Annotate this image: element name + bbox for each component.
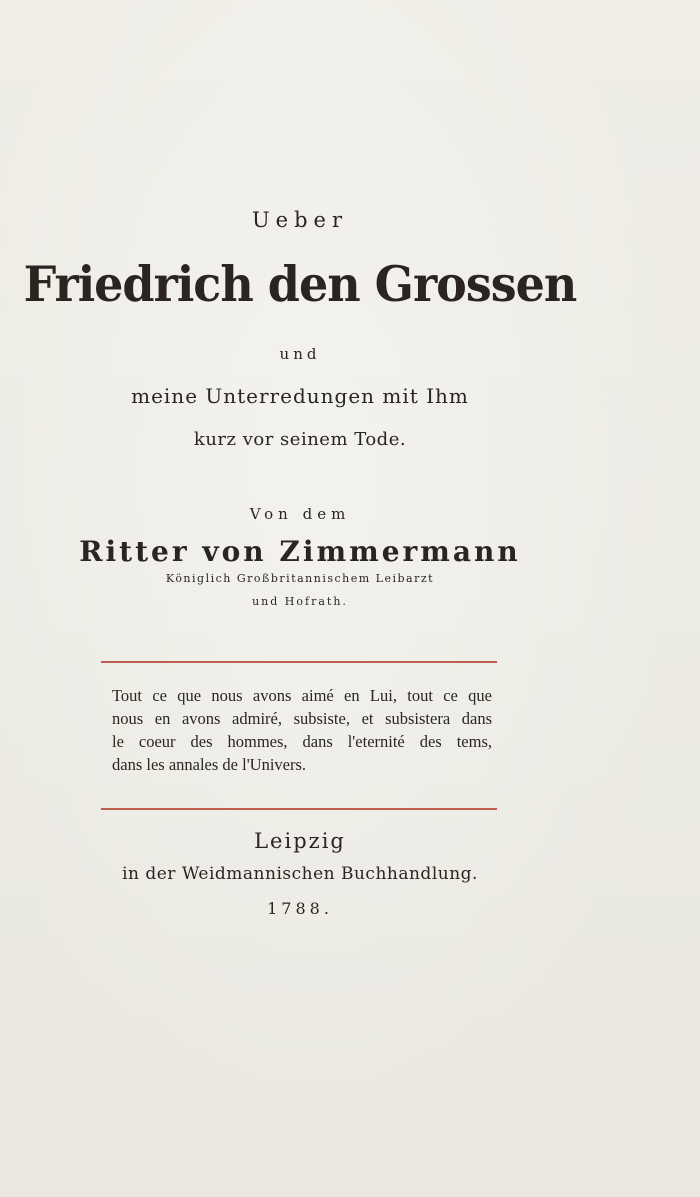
- subtitle-line-2: kurz vor seinem Tode.: [193, 429, 407, 450]
- title-ueber: Ueber: [251, 208, 349, 232]
- epigraph-line: dans les annales de l'Univers.: [112, 755, 307, 774]
- imprint-city: Leipzig: [254, 829, 346, 853]
- top-rule-divider: [101, 661, 497, 663]
- main-title: Friedrich den Grossen: [23, 255, 577, 313]
- imprint-publisher: in der Weidmannischen Buchhandlung.: [122, 864, 478, 884]
- title-und: und: [279, 345, 321, 363]
- bottom-rule-divider: [101, 808, 497, 810]
- epigraph-line: Tout ce que nous avons aimé en Lui, tout ce que: [112, 686, 492, 705]
- epigraph: [112, 684, 492, 776]
- author-name: Ritter von Zimmermann: [79, 535, 521, 568]
- epigraph-line: nous en avons admiré, subsiste, et subsistera dans: [112, 709, 492, 728]
- epigraph-line: le coeur des hommes, dans l'eternité des tems,: [112, 732, 492, 751]
- author-title-line-2: und Hofrath.: [252, 595, 348, 608]
- subtitle-line-1: meine Unterredungen mit Ihm: [131, 384, 469, 408]
- byline-von-dem: Von dem: [249, 505, 351, 523]
- imprint-year: 1788.: [267, 899, 333, 918]
- author-title-line-1: Königlich Großbritannischem Leibarzt: [165, 572, 435, 585]
